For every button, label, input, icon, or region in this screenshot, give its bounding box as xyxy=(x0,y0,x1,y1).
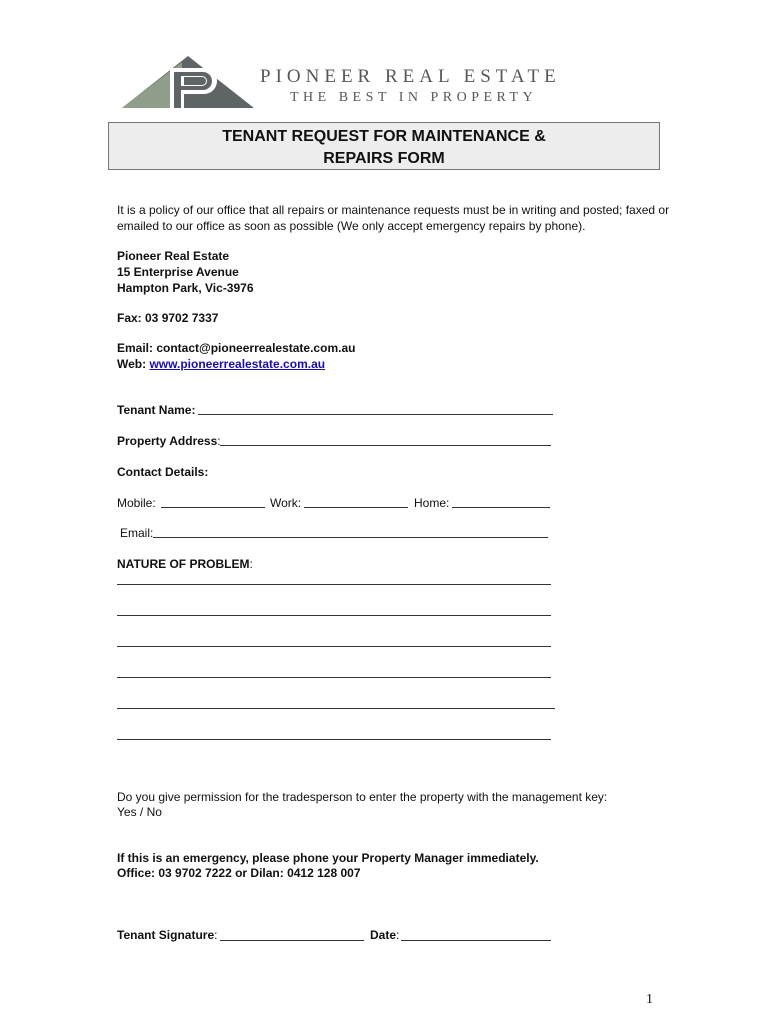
form-title-line2: REPAIRS FORM xyxy=(323,150,445,167)
company-suburb: Hampton Park, Vic-3976 xyxy=(117,281,254,295)
company-email: Email: contact@pioneerrealestate.com.au xyxy=(117,341,356,355)
page-number: 1 xyxy=(646,992,653,1007)
web-label: Web: xyxy=(117,357,150,371)
permission-options: Yes / No xyxy=(117,805,162,819)
mobile-field[interactable] xyxy=(161,507,265,508)
form-title-box xyxy=(108,122,660,170)
problem-line[interactable] xyxy=(117,677,551,678)
website-link[interactable]: www.pioneerrealestate.com.au xyxy=(149,357,326,371)
form-title-line1: TENANT REQUEST FOR MAINTENANCE & xyxy=(222,128,546,145)
mobile-label: Mobile: xyxy=(117,496,156,510)
emergency-notice: If this is an emergency, please phone your Property Manager immediately. xyxy=(117,851,539,865)
property-address-label: Property Address: xyxy=(117,434,221,448)
date-field[interactable] xyxy=(401,940,551,941)
work-field[interactable] xyxy=(304,507,408,508)
problem-line[interactable] xyxy=(117,646,551,647)
emergency-phones: Office: 03 9702 7222 or Dilan: 0412 128 007 xyxy=(117,866,361,880)
contact-details-label: Contact Details: xyxy=(117,465,209,479)
tenant-name-label: Tenant Name: xyxy=(117,403,196,417)
email-label: Email: xyxy=(120,526,154,540)
tenant-signature-label: Tenant Signature: xyxy=(117,928,218,942)
work-label: Work: xyxy=(270,496,302,510)
problem-line[interactable] xyxy=(117,739,551,740)
brand-tagline: THE BEST IN PROPERTY xyxy=(290,90,538,105)
problem-line[interactable] xyxy=(117,615,551,616)
policy-line1: It is a policy of our office that all repairs or maintenance requests must be in writing and posted; faxed or xyxy=(117,203,670,217)
problem-line[interactable] xyxy=(117,584,551,585)
home-label: Home: xyxy=(414,496,450,510)
company-street: 15 Enterprise Avenue xyxy=(117,265,239,279)
nature-of-problem-label: NATURE OF PROBLEM: xyxy=(117,557,253,571)
date-label: Date: xyxy=(370,928,400,942)
company-fax: Fax: 03 9702 7337 xyxy=(117,311,219,325)
brand-name: PIONEER REAL ESTATE xyxy=(260,66,561,87)
email-field[interactable] xyxy=(153,537,548,538)
tenant-signature-field[interactable] xyxy=(220,940,364,941)
tenant-name-field[interactable] xyxy=(198,414,553,415)
problem-line[interactable] xyxy=(117,708,555,709)
home-field[interactable] xyxy=(452,507,550,508)
permission-question: Do you give permission for the tradesperson to enter the property with the management key: xyxy=(117,790,608,804)
company-web xyxy=(117,357,325,372)
property-address-field[interactable] xyxy=(220,445,551,446)
policy-line2: emailed to our office as soon as possible (We only accept emergency repairs by phone). xyxy=(117,219,586,233)
pioneer-logo-icon xyxy=(122,54,256,110)
company-name: Pioneer Real Estate xyxy=(117,249,230,263)
